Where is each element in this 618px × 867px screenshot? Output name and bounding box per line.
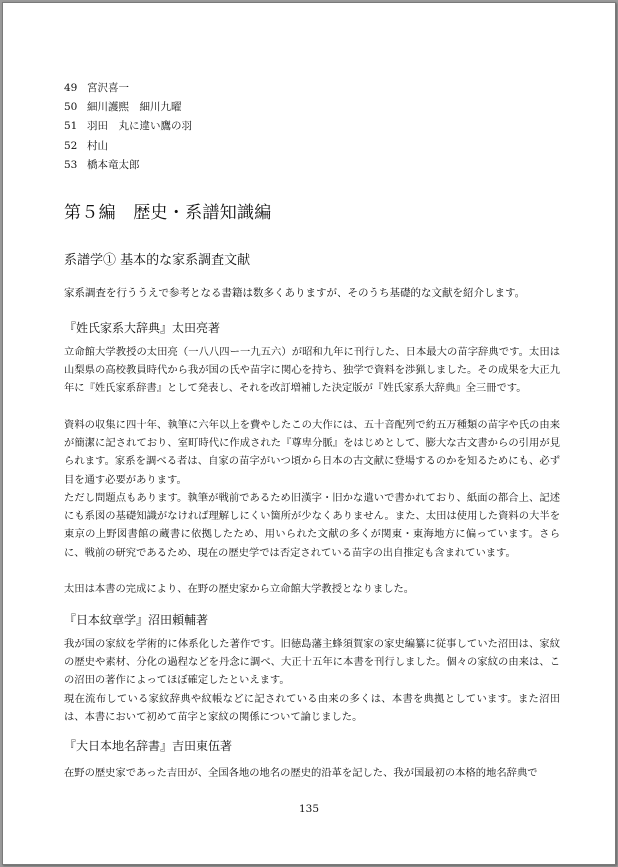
paragraph: 我が国の家紋を学術的に体系化した著作です。旧徳島藩主蜂須賀家の家史編纂に従事していた沼田は、家紋の歴史や素材、分化の過程などを丹念に調べ、大正十五年に本書を刊行しました。個々の家紋の由来は、この沼田の著作によってほぼ確定したといえます。 — [64, 638, 560, 687]
paragraph: ただし問題点もあります。執筆が戦前であるため旧漢字・旧かな遣いで書かれており、紙面の都合上、記述にも系図の基礎知識がなければ理解しにくい箇所が少なくありません。また、太田は使用した資料の大半を東京の上野図書館の蔵書に依拠したため、用いられた文献の多くが関東・東海地方に偏っています。さらに、戦前の研究であるため、現在の歴史学では否定されている苗字の出自推定も含まれています。 — [64, 492, 560, 559]
toc-item: 53 橋本竜太郎 — [64, 158, 140, 171]
intro-text: 家系調査を行ううえで参考となる書籍は数多くありますが、そのうち基礎的な文献を紹介します。 — [64, 287, 526, 299]
section-title: 『姓氏家系大辞典』太田亮著 — [64, 321, 221, 335]
toc-item: 50 細川護熙 細川九曜 — [64, 101, 182, 114]
chapter-title: 系譜学① 基本的な家系調査文献 — [64, 253, 251, 268]
paragraph: 立命館大学教授の太田亮（一八八四ー一九五六）が昭和九年に刊行した、日本最大の苗字辞典です。太田は山梨県の高校教員時代から我が国の氏や苗字に関心を持ち、独学で資料を渉猟しました。その成果を大正九年に『姓氏家系辞書』として発表し、それを改訂増補した決定版が『姓氏家系大辞典』全三冊です。 — [64, 346, 560, 395]
toc-list — [64, 79, 192, 175]
page-number: 135 — [298, 803, 320, 815]
toc-item: 49 宮沢喜一 — [64, 82, 129, 94]
paragraph: 資料の収集に四十年、執筆に六年以上を費やしたこの大作には、五十音配列で約五万種類の苗字や氏の由来が簡潔に記されており、室町時代に作成された『尊卑分脈』をはじめとして、膨大な古文書からの引用が見られます。家系を調べる者は、自家の苗字がいつ頃から日本の古文献に登場するのかを知るためにも、必ず目を通す必要があります。 — [64, 419, 560, 486]
toc-item: 51 羽田 丸に違い鷹の羽 — [64, 120, 192, 133]
paragraph: 太田は本書の完成により、在野の歴史家から立命館大学教授となりました。 — [64, 583, 415, 595]
section-title: 『日本紋章学』沼田頼輔著 — [64, 613, 209, 627]
section-title: 『大日本地名辞書』吉田東伍著 — [64, 739, 233, 753]
toc-item: 52 村山 — [64, 139, 108, 152]
paragraph: 現在流布している家紋辞典や紋帳などに記されている由来の多くは、本書を典拠としています。また沼田は、本書において初めて苗字と家紋の関係について論じました。 — [64, 693, 560, 724]
document-page — [2, 2, 616, 865]
paragraph: 在野の歴史家であった吉田が、全国各地の地名の歴史的沿革を記した、我が国最初の本格的地名辞典で — [64, 767, 538, 779]
part-title: 第５編 歴史・系譜知識編 — [64, 203, 272, 223]
